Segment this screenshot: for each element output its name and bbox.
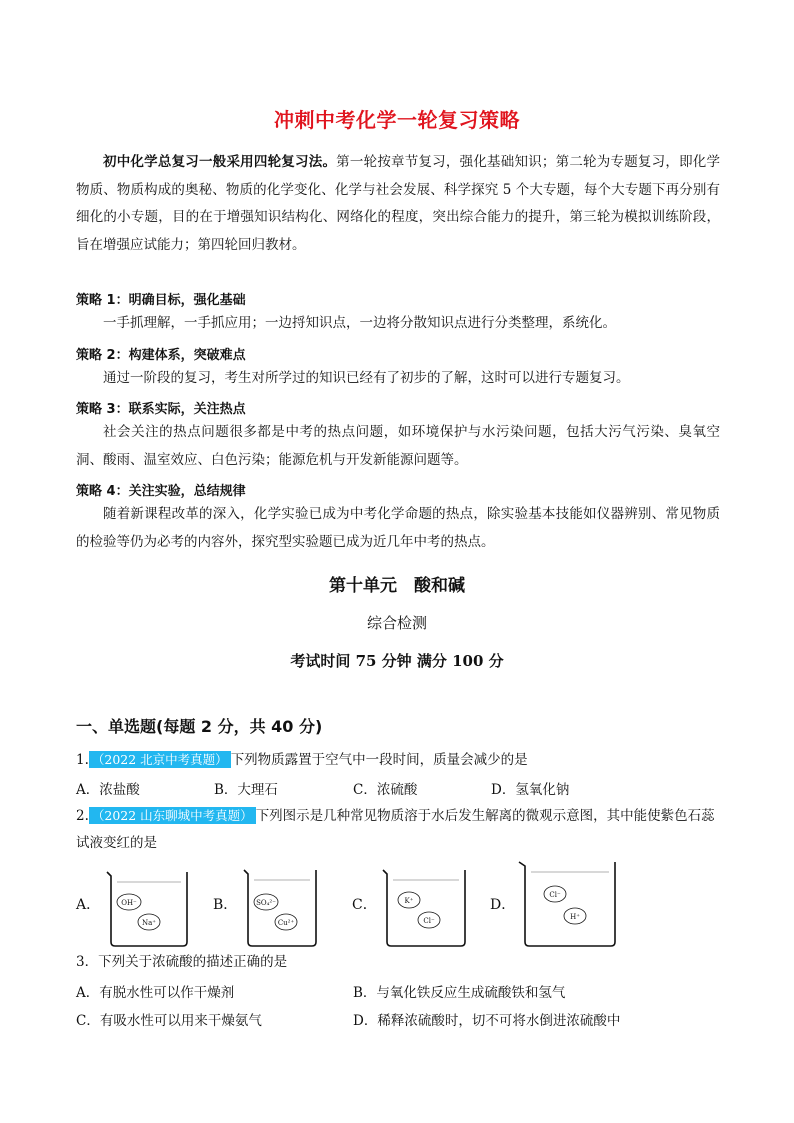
option-d: D．稀释浓硫酸时，切不可将水倒进浓硫酸中 — [353, 1013, 621, 1029]
question-text: 下列关于浓硫酸的描述正确的是 — [98, 954, 288, 970]
option-a: A．浓盐酸 — [76, 782, 140, 798]
intro-text: 第一轮按章节复习，强化基础知识；第二轮为专题复习，即化学物质、物质构成的奥秘、物质的化学变化、化学与社会发展、科学探究 5 个大专题，每个大专题下再分别有细化的小专题，目的在于增强知识结构化、网络化的程度，突出综合能力的提升，第三轮为模拟训练阶段，旨在增强应试能力；第四轮回归教材。 — [76, 154, 721, 253]
option-a-label: A． — [76, 897, 101, 913]
ion-label: K⁺ — [404, 897, 414, 905]
ion-label: H⁺ — [570, 913, 580, 921]
ion-label: Cl⁻ — [549, 891, 561, 899]
ion-label: OH⁻ — [121, 899, 137, 907]
strategy-3-heading: 策略 3：联系实际，关注热点 — [76, 402, 246, 417]
question-text: 下列图示是几种常见物质溶于水后发生解离的微观示意图，其中能使紫色石蕊试液变红的是 — [76, 808, 715, 851]
section-heading: 一、单选题(每题 2 分，共 40 分) — [76, 717, 323, 736]
source-tag: （2022 北京中考真题） — [89, 751, 231, 768]
strategy-2-body: 通过一阶段的复习，考生对所学过的知识已经有了初步的了解，这时可以进行专题复习。 — [103, 370, 630, 386]
unit-title: 第十单元 酸和碱 — [329, 576, 465, 596]
beaker-option-a — [76, 866, 196, 946]
ion-label: Cu²⁺ — [277, 919, 295, 927]
document-title: 冲刺中考化学一轮复习策略 — [274, 108, 520, 132]
option-b: B．大理石 — [214, 782, 278, 798]
unit-subtitle: 综合检测 — [366, 614, 427, 632]
strategy-1-heading: 策略 1：明确目标，强化基础 — [76, 293, 246, 308]
beaker-option-b — [213, 866, 333, 946]
option-c: C．有吸水性可以用来干燥氨气 — [76, 1013, 262, 1029]
strategy-1-body: 一手抓理解，一手抓应用；一边捋知识点，一边将分散知识点进行分类整理，系统化。 — [103, 315, 616, 331]
option-c-label: C． — [352, 897, 377, 913]
option-b: B．与氧化铁反应生成硫酸铁和氢气 — [353, 985, 566, 1001]
question-3 — [76, 949, 726, 976]
question-number: 1. — [76, 752, 89, 768]
beaker-d-icon — [517, 858, 621, 948]
ion-label: Na⁺ — [142, 919, 156, 927]
intro-lead: 初中化学总复习一般采用四轮复习法。 — [103, 154, 337, 170]
exam-time: 考试时间 75 分钟 满分 100 分 — [290, 652, 504, 670]
question-number: 3． — [76, 954, 99, 970]
question-1 — [76, 746, 726, 774]
strategy-4-body: 随着新课程改革的深入，化学实验已成为中考化学命题的热点，除实验基本技能如仪器辨别、常见物质的检验等仍为必考的内容外，探究型实验题已成为近几年中考的热点。 — [76, 506, 720, 550]
beaker-b-icon — [240, 866, 330, 948]
option-d: D．氢氧化钠 — [491, 782, 570, 798]
option-b-label: B． — [213, 897, 238, 913]
option-a: A．有脱水性可以作干燥剂 — [76, 985, 235, 1001]
beaker-a-icon — [103, 866, 193, 948]
ion-label: SO₄²⁻ — [256, 899, 276, 907]
question-text: 下列物质露置于空气中一段时间，质量会减少的是 — [230, 752, 528, 768]
source-tag: （2022 山东聊城中考真题） — [89, 807, 256, 824]
intro-paragraph — [76, 149, 720, 259]
beaker-option-d — [490, 858, 630, 938]
question-number: 2. — [76, 808, 89, 824]
ion-label: Cl⁻ — [423, 917, 435, 925]
strategy-4-heading: 策略 4：关注实验，总结规律 — [76, 484, 246, 499]
option-d-label: D． — [490, 897, 516, 913]
strategy-2-heading: 策略 2：构建体系，突破难点 — [76, 348, 246, 363]
beaker-c-icon — [379, 866, 475, 948]
strategy-3-body: 社会关注的热点问题很多都是中考的热点问题，如环境保护与水污染问题，包括大污气污染、臭氧空洞、酸雨、温室效应、白色污染；能源危机与开发新能源问题等。 — [76, 424, 720, 468]
option-c: C．浓硫酸 — [353, 782, 418, 798]
beaker-option-c — [352, 866, 482, 946]
question-2 — [76, 802, 726, 857]
